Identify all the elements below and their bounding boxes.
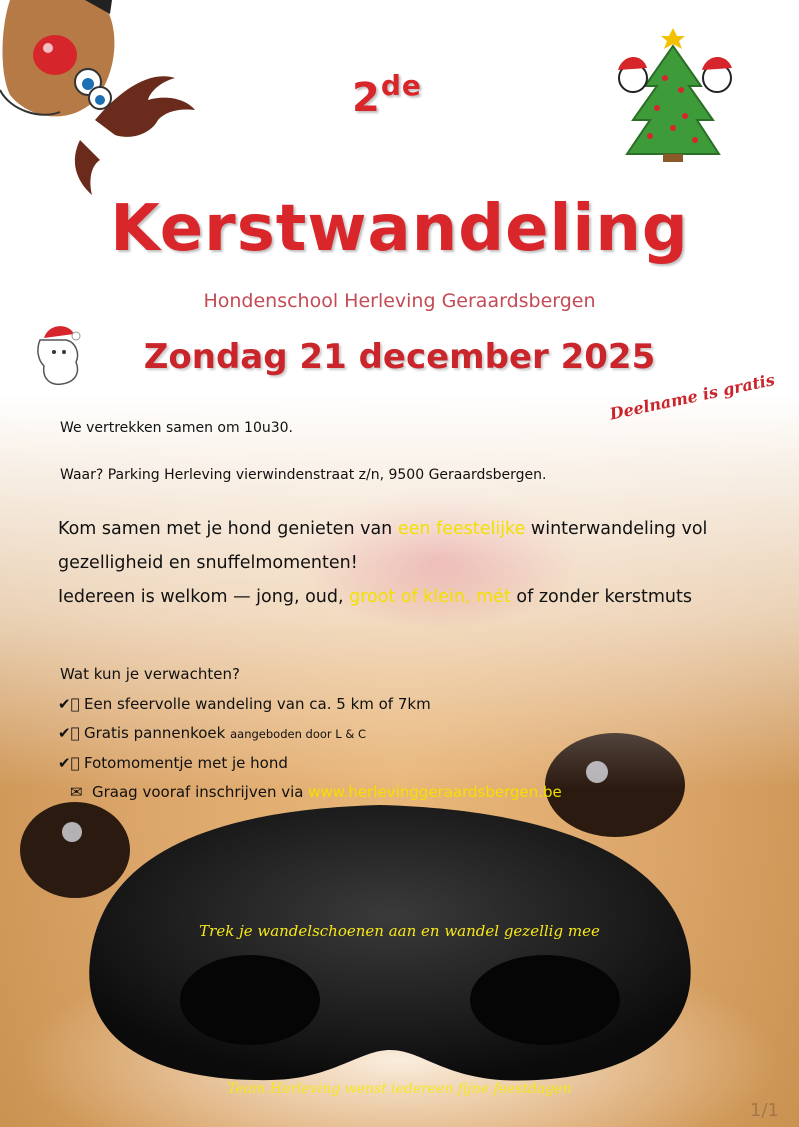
expect-list [58, 690, 562, 807]
highlight: groot of klein, mét [349, 587, 511, 607]
reindeer-icon [0, 0, 210, 205]
list-item: ✉ Graag vooraf inschrijven via www.herlevinggeraardsbergen.be [58, 778, 562, 807]
organizer: Hondenschool Herleving Geraardsbergen [203, 290, 596, 312]
christmas-tree-couple-icon [605, 28, 745, 163]
list-item: ✔⃞ Gratis pannenkoek aangeboden door L & C [58, 719, 562, 749]
highlight: een feestelijke [397, 519, 526, 539]
checkbox-icon: ✔⃞ [58, 695, 80, 713]
free-badge: Deelname is gratis [608, 370, 777, 424]
page-indicator: 1/1 [750, 1100, 779, 1121]
intro-text: Kom samen met je hond genieten van een feestelijke winterwandeling vol gezelligheid en snuffelmomenten! Iedereen is welkom — jong, oud, groot of klein, mét of zonder kerstmuts [58, 519, 708, 607]
edition-label: 2de [352, 69, 422, 121]
page-title: Kerstwandeling [110, 192, 689, 266]
checkbox-icon: ✔⃞ [58, 724, 80, 742]
expect-heading: Wat kun je verwachten? [60, 665, 240, 683]
event-date: Zondag 21 december 2025 [143, 337, 656, 377]
footer-line-1: Trek je wandelschoenen aan en wandel gezellig mee [199, 922, 600, 940]
list-item: ✔⃞ Fotomomentje met je hond [58, 749, 562, 778]
location: Waar? Parking Herleving vierwindenstraat z/n, 9500 Geraardsbergen. [60, 467, 547, 483]
envelope-icon: ✉ [70, 783, 83, 801]
checkbox-icon: ✔⃞ [58, 754, 80, 772]
website-link[interactable]: www.herlevinggeraardsbergen.be [308, 783, 562, 801]
footer-line-2: Team Herleving wenst iedereen fijne feestdagen [227, 1081, 572, 1097]
list-item: ✔⃞ Een sfeervolle wandeling van ca. 5 km of 7km [58, 690, 562, 719]
departure-time: We vertrekken samen om 10u30. [60, 420, 293, 436]
